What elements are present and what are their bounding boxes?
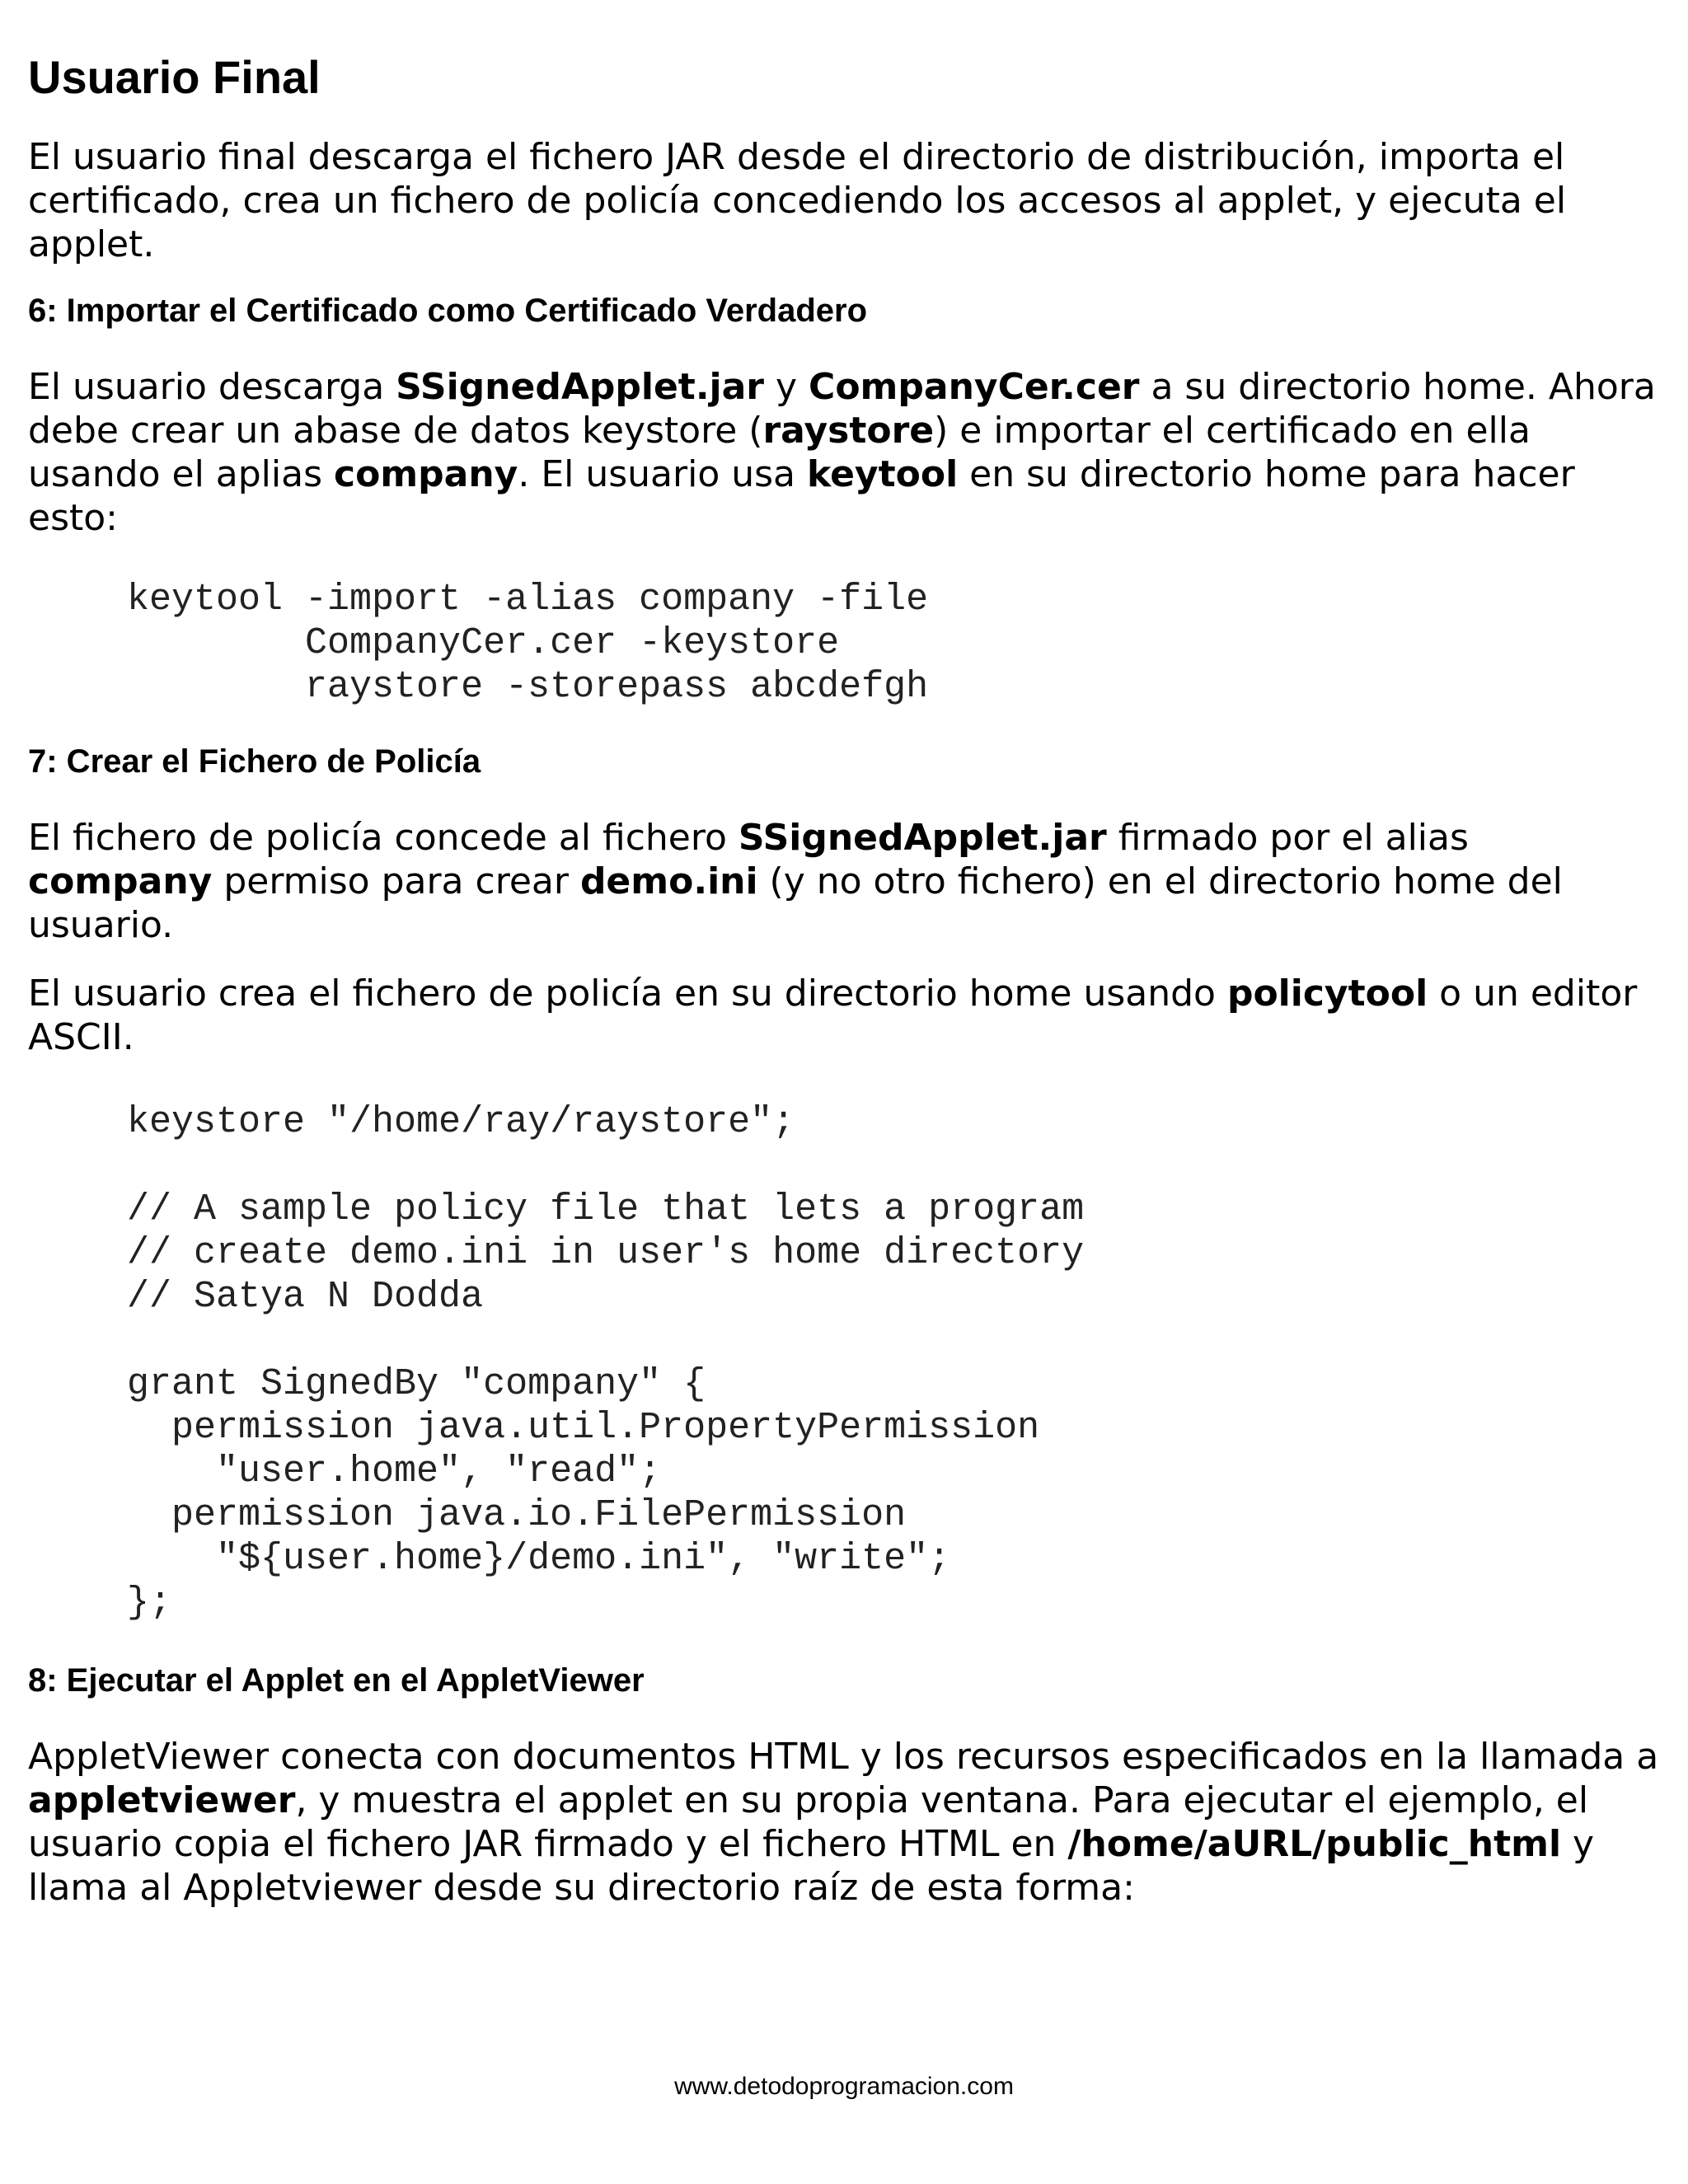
text-run: El usuario crea el fichero de policía en su directorio home usando [28,972,1227,1015]
section-6-paragraph [28,365,1660,540]
text-run: , y muestra el applet en su propia ventana. Para ejecutar el ejemplo, el usuario copia el fichero JAR firmado y el fichero HTML en [28,1779,1589,1865]
policy-code-block: keystore "/home/ray/raystore"; // A sample policy file that lets a program // create demo.ini in user's home directory // Satya N Dodda grant SignedBy "company" { permission java.util.PropertyPermission "user.home", "read"; permission java.io.FilePermission "${user.home}/demo.ini", "write"; }; [127,1101,1085,1624]
text-run: firmado por el alias [1106,817,1469,859]
bold-term: appletviewer [28,1779,296,1821]
page-title: Usuario Final [28,51,321,103]
text-run: (y no otro fichero) en el directorio home del usuario. [28,860,1563,946]
section-7-paragraph-1 [28,816,1660,947]
text-run: AppletViewer conecta con documentos HTML y los recursos especificados en la llamada a [28,1736,1659,1778]
text-run: El usuario descarga [28,366,396,408]
text-run: y llama al Appletviewer desde su directorio raíz de esta forma: [28,1823,1595,1909]
text-run: a su directorio home. Ahora debe crear un abase de datos keystore ( [28,366,1656,452]
text-run: . El usuario usa [518,453,807,495]
text-run: en su directorio home para hacer esto: [28,453,1575,539]
keytool-code-block: keytool -import -alias company -file CompanyCer.cer -keystore raystore -storepass abcdefgh [127,579,929,708]
bold-term: raystore [762,410,935,452]
bold-term: keytool [806,453,959,495]
bold-term: company [334,453,518,495]
section-7-heading: 7: Crear el Fichero de Policía [28,743,481,780]
text-run: ) e importar el certificado en ella usando el aplias [28,410,1531,495]
text-run: o un editor ASCII. [28,972,1638,1058]
document-page [28,51,1660,1934]
text-run: permiso para crear [212,860,580,902]
section-7-paragraph-2 [28,972,1660,1059]
bold-term: policytool [1226,972,1428,1015]
bold-term: SSignedApplet.jar [396,366,765,408]
text-run: El fichero de policía concede al fichero [28,817,738,859]
bold-term: company [28,860,213,902]
intro-paragraph: El usuario final descarga el fichero JAR desde el directorio de distribución, importa el certificado, crea un fichero de policía concediendo los accesos al applet, y ejecuta el applet. [28,136,1567,265]
section-8-paragraph [28,1735,1660,1910]
section-8-heading: 8: Ejecutar el Applet en el AppletViewer [28,1662,645,1699]
bold-term: CompanyCer.cer [809,366,1140,408]
bold-term: SSignedApplet.jar [738,817,1107,859]
bold-term: /home/aURL/public_html [1067,1823,1562,1865]
bold-term: demo.ini [579,860,758,902]
section-6-heading: 6: Importar el Certificado como Certificado Verdadero [28,293,868,329]
footer-url: www.detodoprogramacion.com [674,2073,1014,2100]
text-run: y [764,366,809,408]
